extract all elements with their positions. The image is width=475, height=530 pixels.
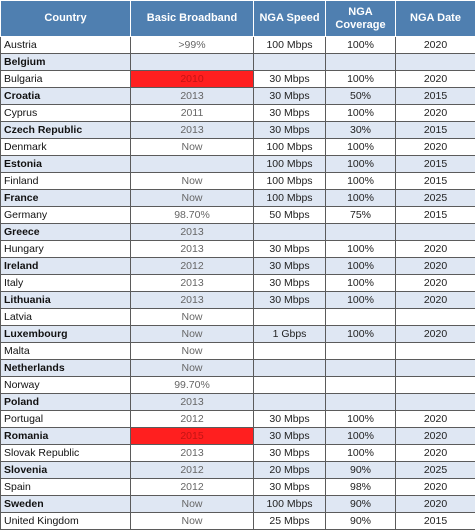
country-cell: Denmark [1,139,131,156]
table-row [1,411,475,428]
nga-speed-cell: 30 Mbps [254,479,326,496]
nga-date-cell: 2020 [396,445,475,462]
country-cell: Sweden [1,496,131,513]
table-row [1,309,475,326]
table-row [1,190,475,207]
nga-speed-cell [254,54,326,71]
country-cell: Malta [1,343,131,360]
nga-date-cell: 2020 [396,496,475,513]
nga-speed-cell: 100 Mbps [254,37,326,54]
table-row [1,326,475,343]
basic-broadband-cell: Now [131,173,254,190]
nga-coverage-cell: 100% [326,37,396,54]
country-cell: Croatia [1,88,131,105]
nga-date-cell [396,309,475,326]
nga-speed-cell [254,377,326,394]
table-row [1,241,475,258]
nga-date-cell: 2015 [396,122,475,139]
table-row [1,173,475,190]
nga-date-cell: 2020 [396,275,475,292]
table-row [1,122,475,139]
nga-speed-cell: 30 Mbps [254,411,326,428]
country-cell: Slovenia [1,462,131,479]
table-header [1,1,475,37]
header-nga-coverage: NGA Coverage [326,1,396,37]
header-basic-broadband: Basic Broadband [131,1,254,37]
nga-speed-cell [254,394,326,411]
basic-broadband-cell: 2013 [131,122,254,139]
nga-speed-cell: 100 Mbps [254,496,326,513]
nga-speed-cell [254,360,326,377]
nga-date-cell [396,343,475,360]
nga-speed-cell: 30 Mbps [254,275,326,292]
nga-date-cell: 2020 [396,241,475,258]
table-row [1,71,475,88]
country-cell: Czech Republic [1,122,131,139]
table-row [1,428,475,445]
nga-coverage-cell: 100% [326,173,396,190]
table-row [1,37,475,54]
table-row [1,343,475,360]
table-row [1,207,475,224]
nga-coverage-cell: 100% [326,428,396,445]
nga-coverage-cell: 100% [326,241,396,258]
nga-speed-cell: 50 Mbps [254,207,326,224]
nga-coverage-cell: 100% [326,105,396,122]
nga-coverage-cell: 100% [326,190,396,207]
nga-coverage-cell: 90% [326,496,396,513]
country-cell: Germany [1,207,131,224]
country-cell: Italy [1,275,131,292]
nga-coverage-cell: 100% [326,411,396,428]
basic-broadband-cell: Now [131,343,254,360]
basic-broadband-cell: 2011 [131,105,254,122]
country-cell: Latvia [1,309,131,326]
country-cell: Lithuania [1,292,131,309]
nga-coverage-cell: 100% [326,71,396,88]
basic-broadband-cell [131,54,254,71]
nga-coverage-cell: 100% [326,156,396,173]
nga-speed-cell: 30 Mbps [254,428,326,445]
nga-date-cell: 2020 [396,326,475,343]
nga-coverage-cell: 90% [326,513,396,530]
nga-speed-cell: 100 Mbps [254,156,326,173]
nga-coverage-cell: 75% [326,207,396,224]
table-row [1,377,475,394]
nga-speed-cell: 1 Gbps [254,326,326,343]
nga-speed-cell: 30 Mbps [254,122,326,139]
basic-broadband-cell: Now [131,190,254,207]
table-row [1,224,475,241]
nga-coverage-cell [326,343,396,360]
nga-date-cell: 2015 [396,207,475,224]
table-row [1,139,475,156]
country-cell: Estonia [1,156,131,173]
basic-broadband-cell: 2013 [131,224,254,241]
nga-date-cell [396,377,475,394]
basic-broadband-cell: 98.70% [131,207,254,224]
country-cell: Slovak Republic [1,445,131,462]
nga-coverage-cell [326,360,396,377]
nga-speed-cell: 30 Mbps [254,71,326,88]
nga-date-cell [396,360,475,377]
country-cell: Romania [1,428,131,445]
nga-date-cell: 2020 [396,37,475,54]
header-nga-speed: NGA Speed [254,1,326,37]
table-row [1,496,475,513]
basic-broadband-cell: Now [131,360,254,377]
country-cell: Netherlands [1,360,131,377]
nga-coverage-cell [326,377,396,394]
nga-speed-cell: 25 Mbps [254,513,326,530]
basic-broadband-cell: Now [131,513,254,530]
basic-broadband-cell: >99% [131,37,254,54]
nga-coverage-cell [326,224,396,241]
nga-coverage-cell: 100% [326,326,396,343]
table-row [1,462,475,479]
nga-coverage-cell: 90% [326,462,396,479]
nga-date-cell: 2025 [396,190,475,207]
nga-speed-cell [254,224,326,241]
nga-coverage-cell: 100% [326,275,396,292]
nga-coverage-cell: 30% [326,122,396,139]
nga-speed-cell: 30 Mbps [254,292,326,309]
nga-date-cell: 2020 [396,71,475,88]
basic-broadband-cell: 2013 [131,275,254,292]
basic-broadband-cell: Now [131,326,254,343]
basic-broadband-cell: 2013 [131,292,254,309]
nga-speed-cell [254,309,326,326]
nga-date-cell: 2020 [396,105,475,122]
basic-broadband-cell: 99.70% [131,377,254,394]
basic-broadband-cell: 2013 [131,394,254,411]
nga-coverage-cell: 100% [326,139,396,156]
basic-broadband-cell: Now [131,139,254,156]
country-cell: Luxembourg [1,326,131,343]
nga-coverage-cell: 100% [326,292,396,309]
country-cell: United Kingdom [1,513,131,530]
country-cell: Spain [1,479,131,496]
table-row [1,479,475,496]
nga-coverage-cell: 100% [326,258,396,275]
basic-broadband-cell: 2013 [131,241,254,258]
basic-broadband-cell: 2010 [131,71,254,88]
nga-speed-cell: 100 Mbps [254,139,326,156]
table-row [1,394,475,411]
table-body [1,37,475,530]
country-cell: Bulgaria [1,71,131,88]
country-cell: France [1,190,131,207]
header-nga-date: NGA Date [396,1,475,37]
table-row [1,105,475,122]
header-row [1,1,475,37]
country-cell: Austria [1,37,131,54]
nga-date-cell: 2015 [396,513,475,530]
nga-date-cell: 2015 [396,173,475,190]
nga-speed-cell [254,343,326,360]
country-cell: Finland [1,173,131,190]
country-cell: Portugal [1,411,131,428]
nga-date-cell: 2015 [396,88,475,105]
table-row [1,292,475,309]
nga-coverage-cell: 100% [326,445,396,462]
basic-broadband-cell: Now [131,309,254,326]
basic-broadband-cell [131,156,254,173]
nga-speed-cell: 30 Mbps [254,88,326,105]
nga-coverage-cell [326,309,396,326]
basic-broadband-cell: 2012 [131,411,254,428]
nga-date-cell: 2015 [396,156,475,173]
nga-date-cell: 2020 [396,411,475,428]
basic-broadband-cell: 2012 [131,479,254,496]
table-row [1,513,475,530]
table-row [1,156,475,173]
nga-date-cell: 2020 [396,428,475,445]
country-cell: Greece [1,224,131,241]
nga-date-cell [396,394,475,411]
nga-date-cell: 2020 [396,479,475,496]
nga-speed-cell: 30 Mbps [254,105,326,122]
country-cell: Cyprus [1,105,131,122]
nga-coverage-cell: 98% [326,479,396,496]
table-row [1,360,475,377]
nga-coverage-cell [326,54,396,71]
nga-date-cell [396,54,475,71]
nga-date-cell: 2020 [396,292,475,309]
basic-broadband-cell: 2013 [131,88,254,105]
nga-coverage-cell [326,394,396,411]
table-row [1,275,475,292]
basic-broadband-cell: 2012 [131,462,254,479]
nga-speed-cell: 30 Mbps [254,258,326,275]
nga-speed-cell: 20 Mbps [254,462,326,479]
country-cell: Norway [1,377,131,394]
basic-broadband-cell: 2015 [131,428,254,445]
basic-broadband-cell: Now [131,496,254,513]
nga-speed-cell: 100 Mbps [254,190,326,207]
nga-date-cell: 2020 [396,139,475,156]
table-row [1,88,475,105]
country-cell: Hungary [1,241,131,258]
nga-speed-cell: 100 Mbps [254,173,326,190]
nga-date-cell: 2020 [396,258,475,275]
table-row [1,445,475,462]
nga-speed-cell: 30 Mbps [254,445,326,462]
basic-broadband-cell: 2013 [131,445,254,462]
basic-broadband-cell: 2012 [131,258,254,275]
country-cell: Belgium [1,54,131,71]
nga-coverage-cell: 50% [326,88,396,105]
nga-speed-cell: 30 Mbps [254,241,326,258]
country-cell: Poland [1,394,131,411]
nga-date-cell [396,224,475,241]
nga-date-cell: 2025 [396,462,475,479]
table-row [1,258,475,275]
header-country: Country [1,1,131,37]
table-row [1,54,475,71]
country-cell: Ireland [1,258,131,275]
